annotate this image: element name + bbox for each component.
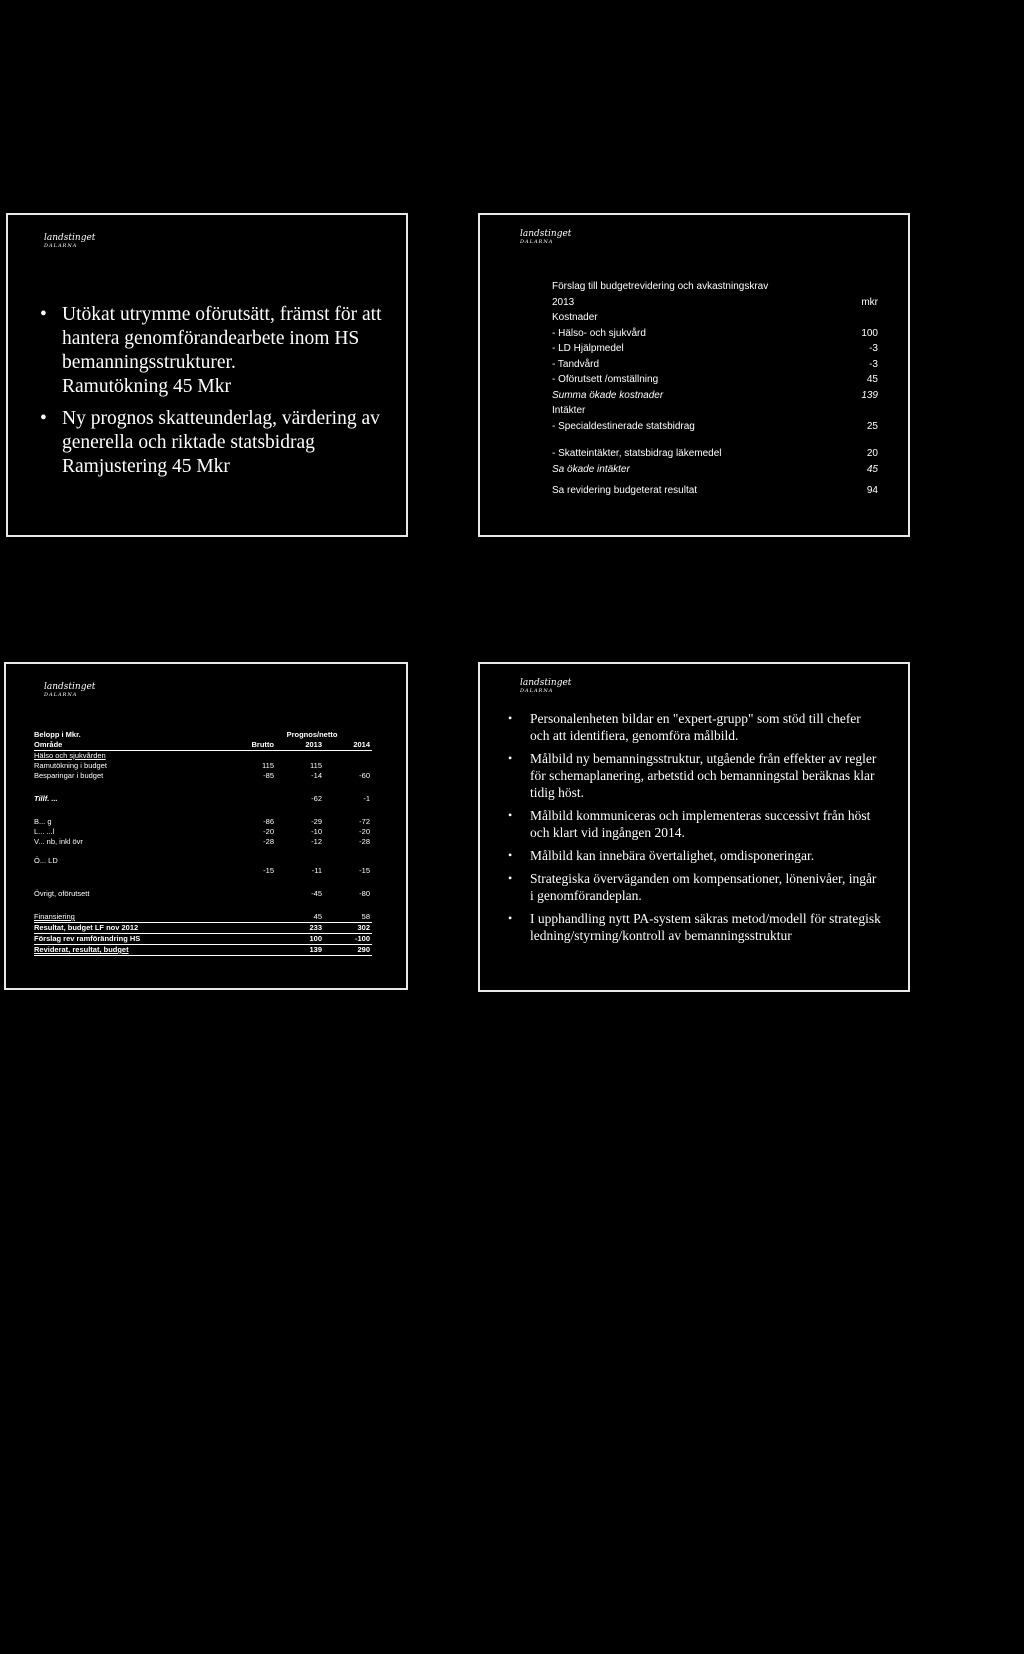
area-header: Område: [34, 740, 63, 749]
table-header-row: [34, 740, 372, 751]
table-row: [34, 751, 372, 761]
table-header-row: [34, 730, 372, 740]
row-value: 25: [866, 420, 878, 432]
row-value: 20: [866, 448, 878, 459]
table-row: [34, 827, 372, 837]
spacer: [34, 899, 372, 912]
table-row: [34, 866, 372, 876]
slide-4-bullets: [502, 710, 882, 950]
cell: -28: [359, 837, 370, 846]
cell: -15: [359, 866, 370, 875]
bullet-item: • Målbild kommuniceras och implementeras successivt från höst och klart vid ingången 2014.: [502, 807, 882, 841]
table-row: [34, 856, 372, 866]
cell: -14: [311, 771, 322, 780]
cell: 233: [309, 923, 322, 932]
row-label: Intäkter: [552, 405, 586, 416]
landstinget-logo: [44, 234, 95, 249]
bullet-text: Ny prognos skatteunderlag, värdering av generella och riktade statsbidrag: [62, 408, 380, 453]
cell: 58: [361, 912, 370, 921]
budget-revision-table: [552, 279, 878, 499]
cell: -15: [263, 866, 274, 875]
bullet-item: • Strategiska överväganden om kompensationer, lönenivåer, ingår i genomförandeplan.: [502, 870, 882, 904]
spacer: [34, 847, 372, 856]
landstinget-logo: [44, 683, 95, 698]
slide-2: [478, 213, 910, 537]
logo-region: DALARNA: [44, 243, 78, 249]
logo-region: DALARNA: [520, 688, 554, 694]
row-value: -3: [869, 358, 878, 370]
table-row: [34, 923, 372, 934]
table-row: [552, 462, 878, 478]
row-label: - Tandvård: [552, 358, 600, 370]
table-row: [34, 817, 372, 827]
row-label: Besparingar i budget: [34, 771, 104, 780]
year-2013-header: 2013: [305, 740, 322, 749]
table-row: [552, 388, 878, 404]
spacer: [34, 781, 372, 794]
row-value: 139: [861, 389, 878, 401]
table-row: [34, 912, 372, 923]
table-row: [552, 419, 878, 435]
table-row: [34, 771, 372, 781]
cell: 115: [262, 761, 274, 770]
cell: -12: [311, 837, 322, 846]
row-label: - Hälso- och sjukvård: [552, 327, 646, 339]
bullet-item: • Målbild ny bemanningsstruktur, utgående från effekter av regler för schemaplanering, arbetstid och bemanningstal beräknas klar tidig höst.: [502, 750, 882, 801]
table-row: [552, 403, 878, 419]
cell: -10: [311, 827, 322, 836]
landstinget-logo: [520, 230, 571, 245]
logo-name: landstinget: [44, 233, 96, 243]
cell: -100: [354, 934, 370, 943]
slide-3: [4, 662, 408, 990]
table-row: [552, 483, 878, 499]
row-label: - Oförutsett /omställning: [552, 374, 659, 385]
unit-label: mkr: [861, 296, 878, 308]
row-label: Finansiering: [34, 912, 75, 921]
row-label: Övrigt, oförutsett: [34, 889, 90, 898]
spacer: [34, 804, 372, 817]
cell: 45: [313, 912, 322, 921]
table-row: [34, 837, 372, 847]
row-label: V... nb, inkl övr: [34, 837, 83, 846]
row-label: L... ...l: [34, 827, 55, 836]
landstinget-logo: [520, 679, 571, 694]
cell: -80: [359, 889, 370, 898]
row-value: -3: [869, 343, 878, 354]
bullet-item: • Personalenheten bildar en "expert-grupp" som stöd till chefer och att identifiera, genomföra målbild.: [502, 710, 882, 744]
bullet-note: Ramutökning 45 Mkr: [62, 376, 231, 397]
prognosis-table: [34, 730, 372, 956]
table-row: [552, 310, 878, 326]
row-label: - LD Hjälpmedel: [552, 343, 624, 354]
row-label: Sa ökade intäkter: [552, 463, 630, 475]
table-row: [34, 945, 372, 956]
brutto-header: Brutto: [251, 740, 274, 749]
logo-region: DALARNA: [520, 239, 554, 245]
bullet-item: • I upphandling nytt PA-system säkras metod/modell för strategisk ledning/styrning/kontroll av bemanningsstruktur: [502, 910, 882, 944]
cell: 115: [310, 761, 322, 770]
row-value: [848, 403, 878, 419]
table-row: [552, 446, 878, 462]
bullet-item: • Målbild kan innebära övertalighet, omdisponeringar.: [502, 847, 882, 864]
logo-name: landstinget: [520, 229, 572, 239]
row-label: - Skatteintäkter, statsbidrag läkemedel: [552, 448, 722, 459]
table-row: [34, 761, 372, 771]
cell: -28: [263, 837, 274, 846]
bullet-text: Utökat utrymme oförutsätt, främst för att hantera genomförandearbete inom HS bemanningsstrukturer.: [62, 304, 382, 373]
cell: -11: [311, 866, 322, 875]
cell: 139: [309, 945, 322, 954]
table-row: [552, 326, 878, 342]
row-label: Kostnader: [552, 312, 598, 323]
table-title-row: [552, 279, 878, 310]
row-label: Hälso och sjukvården: [34, 751, 106, 760]
row-label: Förslag rev ramförändring HS: [34, 934, 141, 943]
row-label: Resultat, budget LF nov 2012: [34, 923, 139, 932]
slide-4: [478, 662, 910, 992]
bullet-item: [38, 303, 398, 399]
table-row: [34, 934, 372, 945]
cell: -85: [263, 771, 274, 780]
cell: 100: [309, 934, 322, 943]
prognos-label: Prognos/netto: [286, 730, 338, 739]
row-label: B... g: [34, 817, 52, 826]
cell: -60: [359, 771, 370, 780]
cell: -20: [263, 827, 274, 836]
slide-1-bullets: [38, 303, 398, 479]
row-value: 94: [866, 485, 878, 496]
row-label: Summa ökade kostnader: [552, 389, 664, 401]
cell: -62: [311, 794, 322, 803]
row-label: Ramutökning i budget: [34, 761, 107, 770]
table-row: [552, 372, 878, 388]
slide-1: [6, 213, 408, 537]
cell: -1: [363, 794, 370, 803]
row-value: 100: [861, 327, 878, 339]
logo-region: DALARNA: [44, 692, 78, 698]
row-value: 45: [866, 374, 878, 385]
cell: 302: [357, 923, 370, 932]
cell: -45: [311, 889, 322, 898]
row-value: [848, 310, 878, 326]
table-title: Förslag till budgetrevidering och avkastningskrav 2013: [552, 281, 769, 308]
cell: 290: [357, 945, 370, 954]
row-label: - Specialdestinerade statsbidrag: [552, 420, 695, 432]
row-label: Reviderat, resultat, budget: [34, 945, 129, 954]
cell: -72: [359, 817, 370, 826]
spacer: [552, 434, 878, 446]
cell: -86: [263, 817, 274, 826]
cell: -29: [311, 817, 322, 826]
logo-name: landstinget: [520, 678, 572, 688]
row-label: Tillf. ...: [34, 794, 58, 803]
table-row: [34, 794, 372, 804]
row-label: Sa revidering budgeterat resultat: [552, 485, 698, 496]
row-value: 45: [866, 463, 878, 475]
spacer: [34, 876, 372, 889]
table-row: [552, 357, 878, 373]
row-label: Ö... LD: [34, 856, 58, 865]
amount-label: Belopp i Mkr.: [34, 730, 81, 739]
logo-name: landstinget: [44, 682, 96, 692]
bullet-note: Ramjustering 45 Mkr: [62, 456, 230, 477]
table-row: [34, 889, 372, 899]
cell: -20: [359, 827, 370, 836]
bullet-item: [38, 407, 398, 479]
table-row: [552, 341, 878, 357]
year-2014-header: 2014: [353, 740, 370, 749]
